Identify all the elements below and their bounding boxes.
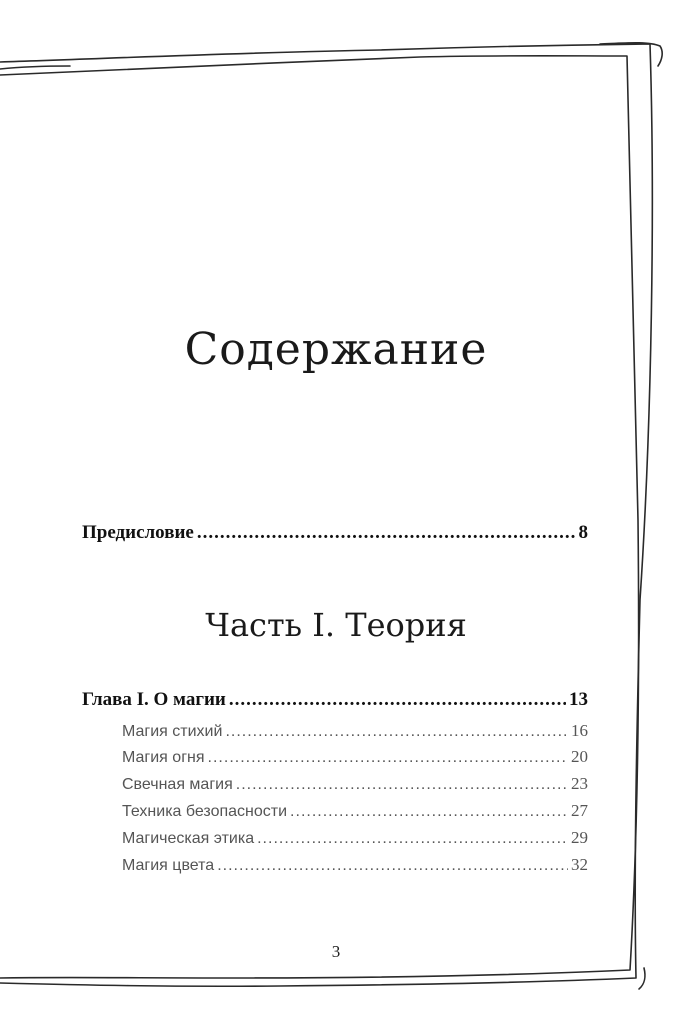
toc-entry-page: 8 [578, 522, 588, 543]
toc-entry-label: Магическая этика [122, 830, 255, 847]
toc-entry-page: 16 [571, 721, 588, 740]
toc-entry-page: 32 [571, 855, 588, 874]
toc-entry-label: Глава I. О магии [82, 689, 226, 710]
toc-entry-section[interactable] [122, 721, 588, 741]
toc-entry-label: Магия цвета [122, 857, 215, 874]
dot-leader [225, 723, 568, 741]
page-title: Содержание [184, 324, 488, 375]
toc-entry-chapter[interactable] [82, 689, 588, 711]
toc-entry-page: 20 [571, 747, 588, 766]
dot-leader [197, 522, 576, 544]
dot-leader [217, 857, 568, 875]
toc-entry-label: Предисловие [82, 522, 194, 543]
toc-entry-label: Свечная магия [122, 776, 233, 793]
page-number: 3 [331, 942, 341, 961]
toc-entry-label: Техника безопасности [122, 803, 288, 820]
toc-entry-page: 23 [571, 774, 588, 793]
dot-leader [290, 803, 568, 821]
toc-entry-page: 29 [571, 828, 588, 847]
dot-leader [236, 776, 568, 794]
dot-leader [257, 830, 568, 848]
toc-entry-label: Магия стихий [122, 723, 223, 740]
dot-leader [229, 689, 566, 711]
toc-entry-section[interactable] [122, 747, 588, 767]
toc-entry-label: Магия огня [122, 749, 205, 766]
toc-entry-page: 27 [571, 801, 588, 820]
part-title: Часть I. Теория [205, 606, 467, 644]
toc-entry-section[interactable] [122, 855, 588, 875]
toc-entry-section[interactable] [122, 828, 588, 848]
toc-entry-page: 13 [569, 689, 588, 710]
toc-entry-section[interactable] [122, 774, 588, 794]
dot-leader [208, 749, 568, 767]
toc-entry-section[interactable] [122, 801, 588, 821]
toc-entry-preface[interactable] [82, 522, 588, 544]
